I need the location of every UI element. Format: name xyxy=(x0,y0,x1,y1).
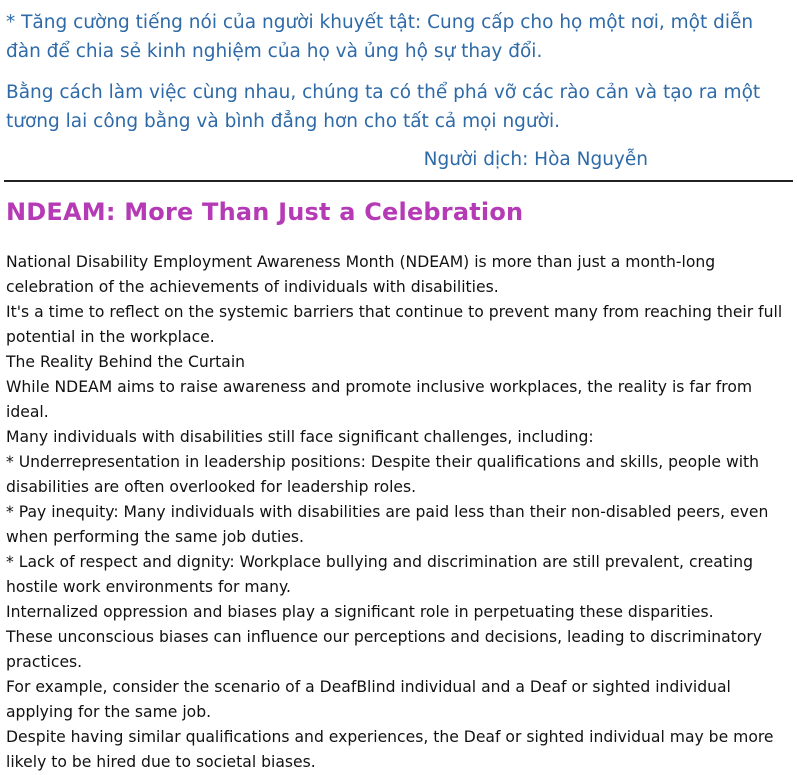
body-line-reality: While NDEAM aims to raise awareness and promote inclusive workplaces, the reality is far from ideal. xyxy=(6,378,753,421)
body-line-reflect: It's a time to reflect on the systemic barriers that continue to prevent many from reaching their full potential in the workplace. xyxy=(6,303,783,346)
body-line-example: For example, consider the scenario of a DeafBlind individual and a Deaf or sighted individual applying for the same job. xyxy=(6,678,731,721)
vi-paragraph-voices: * Tăng cường tiếng nói của người khuyết tật: Cung cấp cho họ một nơi, một diễn đàn để chia sẻ kinh nghiệm của họ và ủng hộ sự thay đổi. xyxy=(6,12,754,62)
body-line-oppression: Internalized oppression and biases play a significant role in perpetuating these disparities. xyxy=(6,603,714,621)
bullet-pay-inequity: * Pay inequity: Many individuals with disabilities are paid less than their non-disabled peers, even when performing the same job duties. xyxy=(6,503,769,546)
article-body xyxy=(6,250,792,775)
bullet-underrepresentation: * Underrepresentation in leadership positions: Despite their qualifications and skills, people with disabilities are often overlooked for leadership roles. xyxy=(6,453,760,496)
body-line-biases: These unconscious biases can influence our perceptions and decisions, leading to discriminatory practices. xyxy=(6,628,763,671)
article-title: NDEAM: More Than Just a Celebration xyxy=(6,198,524,226)
body-line-despite: Despite having similar qualifications and experiences, the Deaf or sighted individual may be more likely to be hired due to societal biases. xyxy=(6,728,774,771)
body-line-challenges: Many individuals with disabilities still face significant challenges, including: xyxy=(6,428,594,446)
translator-credit: Người dịch: Hòa Nguyễn xyxy=(423,149,648,170)
vi-paragraph-together: Bằng cách làm việc cùng nhau, chúng ta có thể phá vỡ các rào cản và tạo ra một tương lai công bằng và bình đẳng hơn cho tất cả mọi người. xyxy=(6,82,761,132)
body-subheading: The Reality Behind the Curtain xyxy=(6,353,246,371)
bullet-respect-dignity: * Lack of respect and dignity: Workplace bullying and discrimination are still prevalent, creating hostile work environments for many. xyxy=(6,553,753,596)
section-divider xyxy=(4,180,793,182)
vietnamese-translation-section xyxy=(0,0,797,174)
body-line-intro: National Disability Employment Awareness Month (NDEAM) is more than just a month-long celebration of the achievements of individuals with disabilities. xyxy=(6,253,716,296)
